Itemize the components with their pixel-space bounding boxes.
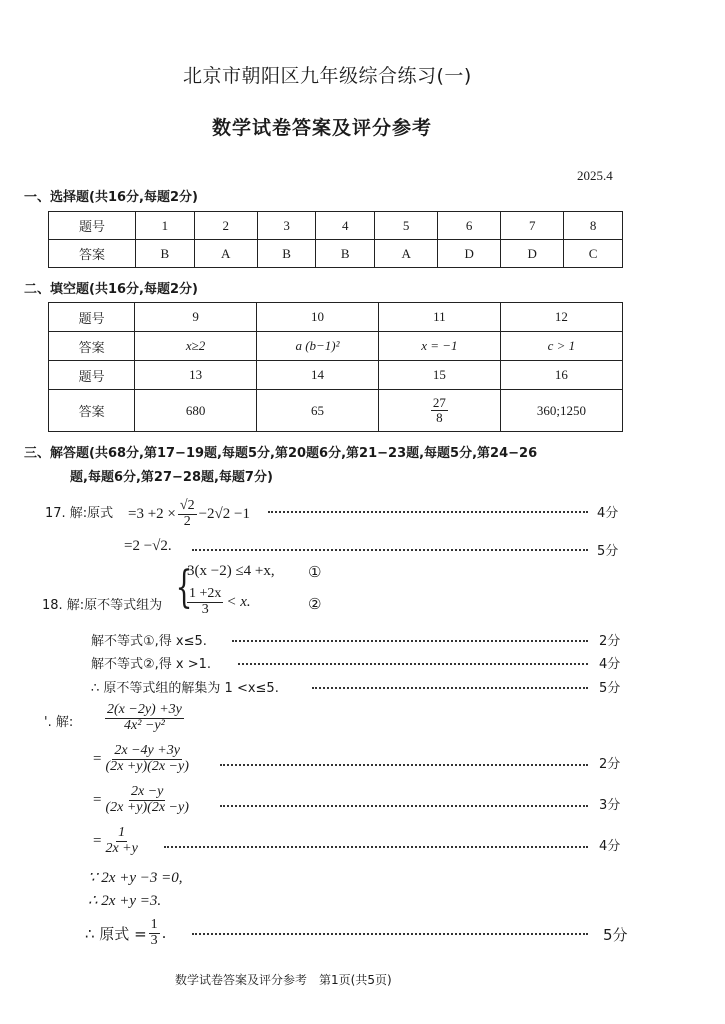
fraction-numerator: 2(x −2y) +3y [107,702,182,717]
q19-expression [105,703,184,733]
equals-sign: = [93,832,102,849]
fraction-numerator: 1 [150,917,158,932]
page-footer: 数学试卷答案及评分参考 第1页(共5页) [175,973,392,987]
answer-cell: B [316,240,375,268]
q17-line1 [128,499,250,529]
dotted-leader [220,805,588,807]
dotted-leader [268,511,588,513]
q19-label: '. 解: [44,715,74,730]
table-row [49,303,623,332]
q18-label: 18. 解:原不等式组为 [42,598,163,613]
score-label: 4分 [597,506,619,521]
row-label: 答案 [49,240,136,268]
score-label: 2分 [599,757,621,772]
question-number: 11 [379,303,501,332]
answer-cell: D [501,240,564,268]
q19-step-2 [93,785,191,815]
row-label: 题号 [49,361,135,390]
q18-ineq2-rhs: < x. [226,593,251,610]
fraction-numerator: 2x −y [130,784,164,799]
answer-cell: C [564,240,623,268]
question-number: 4 [316,212,375,240]
fraction-denominator: 3 [150,932,158,948]
q17-expr-post: −2√2 −1 [198,505,250,522]
row-label: 答案 [49,332,135,361]
question-number: 10 [257,303,379,332]
fraction-numerator: √2 [179,498,195,513]
fraction [105,703,184,733]
question-number: 2 [194,212,257,240]
score-label: 5分 [597,544,619,559]
fraction [187,587,223,617]
fraction [149,918,160,948]
question-number: 12 [500,303,622,332]
q18-inequality-2 [187,587,251,617]
document-date: 2025.4 [577,168,613,183]
answer-cell: B [257,240,316,268]
question-number: 5 [375,212,438,240]
fraction-numerator: 1 [118,825,126,840]
score-label: 4分 [599,657,621,672]
question-number: 14 [257,361,379,390]
fraction [103,744,190,774]
multiple-choice-answer-table [48,211,623,268]
row-label: 答案 [49,390,135,432]
score-label: 2分 [599,634,621,649]
fraction-denominator: 2x +y [105,840,138,856]
q18-step-1: 解不等式①,得 x≤5. [91,634,207,649]
fraction-denominator: 2 [183,513,191,529]
answer-cell: 65 [257,390,379,432]
q19-final [85,918,166,948]
equals-sign: = [93,750,102,767]
dotted-leader [312,687,588,689]
dotted-leader [232,640,588,642]
score-label: 4分 [599,839,621,854]
fill-in-answer-table [48,302,623,432]
answer-cell: A [194,240,257,268]
question-number: 1 [136,212,195,240]
fraction-numerator: 1 +2x [189,586,222,601]
q17-label: 17. 解:原式 [45,506,114,521]
question-number: 9 [135,303,257,332]
q19-final-label: ∴ 原式 = [85,924,147,943]
section3-heading-line2: 题,每题6分,第27−28题,每题7分) [70,470,273,485]
question-number: 7 [501,212,564,240]
document-title: 北京市朝阳区九年级综合练习(一) [183,65,472,87]
question-number: 15 [379,361,501,390]
score-label: 3分 [599,798,621,813]
section2-heading: 二、填空题(共16分,每题2分) [24,282,198,297]
fraction-denominator: (2x +y)(2x −y) [105,799,189,815]
fraction [103,826,139,856]
score-label: 5分 [603,926,628,944]
fraction-denominator: 8 [436,410,443,425]
question-number: 16 [500,361,622,390]
score-label: 5分 [599,681,621,696]
equals-sign: = [93,791,102,808]
section1-heading: 一、选择题(共16分,每题2分) [24,190,198,205]
table-row [49,240,623,268]
q17-line2: =2 −√2. [124,538,172,554]
answer-cell: B [136,240,195,268]
fraction-denominator: 3 [201,601,209,617]
section3-heading-line1: 三、解答题(共68分,第17−19题,每题5分,第20题6分,第21−23题,每题5分,第24−26 [24,446,538,461]
q18-step-3: ∴ 原不等式组的解集为 1 <x≤5. [91,681,279,696]
q19-because: ∵ 2x +y −3 =0, [88,870,183,886]
question-number: 8 [564,212,623,240]
dotted-leader [192,549,588,551]
answer-cell: 360;1250 [500,390,622,432]
circled-two-marker: ② [308,595,322,613]
question-number: 13 [135,361,257,390]
row-label: 题号 [49,303,135,332]
fraction-numerator: 27 [432,395,446,411]
q17-expr-pre: =3 +2 × [128,505,176,522]
answer-cell: A [375,240,438,268]
answer-cell [379,390,501,432]
fraction [178,499,197,529]
dotted-leader [238,663,588,665]
fraction [431,396,448,424]
dotted-leader [192,933,588,935]
question-number: 6 [438,212,501,240]
answer-cell: 680 [135,390,257,432]
period: . [161,924,167,943]
fraction-numerator: 2x −4y +3y [114,743,180,758]
document-subtitle: 数学试卷答案及评分参考 [212,117,433,139]
fraction-denominator: (2x +y)(2x −y) [105,758,189,774]
table-row [49,390,623,432]
q19-step-1 [93,744,191,774]
answer-cell: c > 1 [500,332,622,361]
answer-cell: a (b−1)² [257,332,379,361]
row-label: 题号 [49,212,136,240]
left-brace-icon: { [175,562,193,613]
answer-cell: x = −1 [379,332,501,361]
table-row [49,361,623,390]
q19-step-3 [93,826,140,856]
q18-step-2: 解不等式②,得 x >1. [91,657,212,672]
answer-cell: x≥2 [135,332,257,361]
table-row [49,332,623,361]
table-row [49,212,623,240]
question-number: 3 [257,212,316,240]
q18-inequality-1: 3(x −2) ≤4 +x, [187,563,275,579]
dotted-leader [164,846,588,848]
fraction [103,785,190,815]
answer-cell: D [438,240,501,268]
fraction-denominator: 4x² −y² [124,717,165,733]
dotted-leader [220,764,588,766]
q19-therefore: ∴ 2x +y =3. [88,893,162,909]
circled-one-marker: ① [308,563,322,581]
